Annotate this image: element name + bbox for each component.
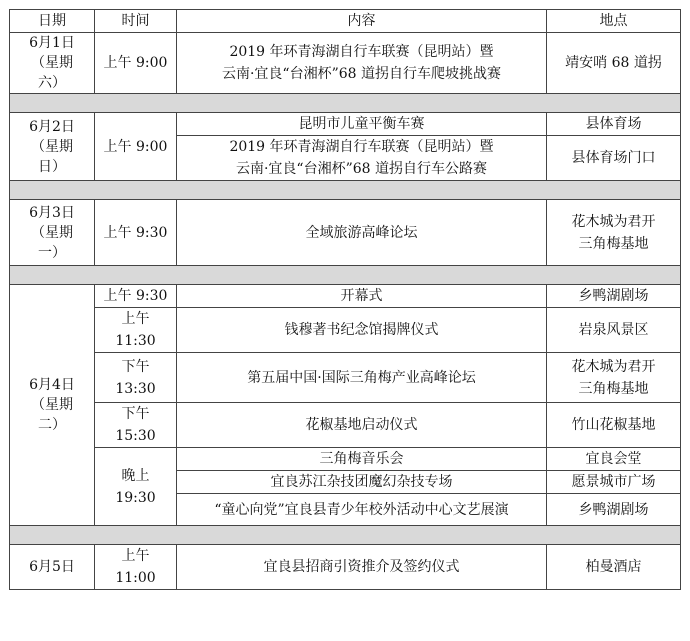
cell-line: 宜良县招商引资推介及签约仪式	[263, 559, 460, 575]
cell-line: （星期	[31, 224, 73, 241]
separator-row	[10, 266, 681, 285]
cell-line: 上午 9:00	[103, 138, 168, 155]
place-cell	[547, 403, 681, 448]
schedule-row	[10, 285, 681, 308]
header-content: 内容	[177, 10, 547, 33]
cell-line: 上午 9:30	[103, 288, 168, 304]
time-cell	[95, 403, 177, 448]
time-cell	[95, 285, 177, 308]
cell-line: （星期	[31, 55, 73, 71]
schedule-row	[10, 200, 681, 266]
schedule-row	[10, 308, 681, 353]
cell-line: 花椒基地启动仪式	[305, 417, 418, 433]
cell-line: 云南·宜良“台湘杯”68 道拐自行车公路赛	[235, 161, 488, 177]
content-cell	[177, 113, 547, 136]
cell-line: 15:30	[115, 428, 156, 444]
place-cell	[547, 33, 681, 94]
cell-line: 乡鸭湖剧场	[578, 288, 649, 304]
content-cell	[177, 545, 547, 590]
content-cell	[177, 353, 547, 403]
separator-row	[10, 94, 681, 113]
separator-cell	[10, 266, 681, 285]
schedule-row	[10, 448, 681, 471]
content-cell	[177, 448, 547, 471]
schedule-row	[10, 353, 681, 403]
separator-cell	[10, 94, 681, 113]
place-cell	[547, 545, 681, 590]
cell-line: 宜良会堂	[585, 451, 642, 467]
schedule-row	[10, 33, 681, 94]
cell-line: （星期	[31, 138, 73, 155]
cell-line: 柏曼酒店	[585, 559, 642, 575]
cell-line: 二）	[38, 417, 66, 433]
separator-row	[10, 181, 681, 200]
content-cell	[177, 471, 547, 494]
cell-line: 晚上	[121, 467, 150, 484]
place-cell	[547, 471, 681, 494]
cell-line: 开幕式	[340, 288, 383, 304]
place-cell	[547, 200, 681, 266]
schedule-row	[10, 113, 681, 136]
cell-line: 宜良苏江杂技团魔幻杂技专场	[270, 474, 453, 490]
cell-line: 11:30	[115, 333, 156, 349]
cell-line: 乡鸭湖剧场	[578, 501, 649, 518]
place-cell	[547, 136, 681, 181]
cell-line: 三角梅基地	[578, 380, 649, 397]
cell-line: 钱穆著书纪念馆揭牌仪式	[284, 322, 439, 338]
place-cell	[547, 494, 681, 526]
cell-line: 下午	[121, 358, 150, 375]
cell-line: 三角梅音乐会	[319, 451, 404, 467]
cell-line: 岩泉风景区	[578, 322, 649, 338]
cell-line: （星期	[31, 397, 73, 413]
cell-line: 花木城为君开	[571, 213, 656, 230]
cell-line: 6月5日	[29, 559, 75, 575]
content-cell	[177, 403, 547, 448]
cell-line: 第五届中国·国际三角梅产业高峰论坛	[247, 369, 476, 386]
cell-line: 6月2日	[29, 118, 75, 135]
content-cell	[177, 33, 547, 94]
time-cell	[95, 200, 177, 266]
date-cell	[10, 200, 95, 266]
header-date: 日期	[10, 10, 95, 33]
place-cell	[547, 113, 681, 136]
cell-line: 县体育场门口	[571, 150, 656, 166]
place-cell	[547, 448, 681, 471]
cell-line: 13:30	[115, 380, 156, 397]
date-cell	[10, 33, 95, 94]
cell-line: 昆明市儿童平衡车赛	[298, 116, 425, 132]
cell-line: 上午 9:00	[103, 55, 168, 71]
header-place: 地点	[547, 10, 681, 33]
separator-cell	[10, 526, 681, 545]
content-cell	[177, 285, 547, 308]
cell-line: 上午	[121, 548, 150, 564]
cell-line: 6月3日	[29, 204, 75, 221]
cell-line: 六）	[38, 75, 66, 91]
cell-line: 愿景城市广场	[571, 474, 656, 490]
separator-row	[10, 526, 681, 545]
cell-line: 2019 年环青海湖自行车联赛（昆明站）暨	[229, 139, 494, 155]
cell-line: 花木城为君开	[571, 358, 656, 375]
schedule-row	[10, 545, 681, 590]
time-cell	[95, 308, 177, 353]
cell-line: 上午 9:30	[103, 224, 168, 241]
cell-line: 2019 年环青海湖自行车联赛（昆明站）暨	[229, 44, 494, 60]
cell-line: 上午	[121, 311, 150, 327]
header-time: 时间	[95, 10, 177, 33]
date-cell	[10, 113, 95, 181]
time-cell	[95, 33, 177, 94]
cell-line: 下午	[121, 406, 150, 422]
cell-line: 19:30	[115, 489, 156, 506]
time-cell	[95, 353, 177, 403]
content-cell	[177, 200, 547, 266]
cell-line: 竹山花椒基地	[571, 417, 656, 433]
place-cell	[547, 353, 681, 403]
time-cell	[95, 545, 177, 590]
schedule-row	[10, 403, 681, 448]
header-row	[10, 10, 681, 33]
date-cell	[10, 545, 95, 590]
cell-line: 6月1日	[29, 35, 75, 51]
cell-line: 全域旅游高峰论坛	[305, 224, 418, 241]
time-cell	[95, 113, 177, 181]
separator-cell	[10, 181, 681, 200]
schedule-body	[10, 33, 681, 590]
cell-line: “童心向党”宜良县青少年校外活动中心文艺展演	[214, 501, 509, 518]
cell-line: 6月4日	[29, 377, 75, 393]
time-cell	[95, 448, 177, 526]
cell-line: 云南·宜良“台湘杯”68 道拐自行车爬坡挑战赛	[221, 66, 502, 82]
cell-line: 11:00	[115, 570, 156, 586]
cell-line: 日）	[38, 158, 66, 175]
content-cell	[177, 308, 547, 353]
cell-line: 县体育场	[585, 116, 642, 132]
date-cell	[10, 285, 95, 526]
place-cell	[547, 308, 681, 353]
cell-line: 一）	[38, 244, 66, 261]
cell-line: 靖安哨 68 道拐	[565, 55, 662, 71]
content-cell	[177, 136, 547, 181]
cell-line: 三角梅基地	[578, 235, 649, 252]
schedule-table	[9, 9, 681, 590]
content-cell	[177, 494, 547, 526]
place-cell	[547, 285, 681, 308]
